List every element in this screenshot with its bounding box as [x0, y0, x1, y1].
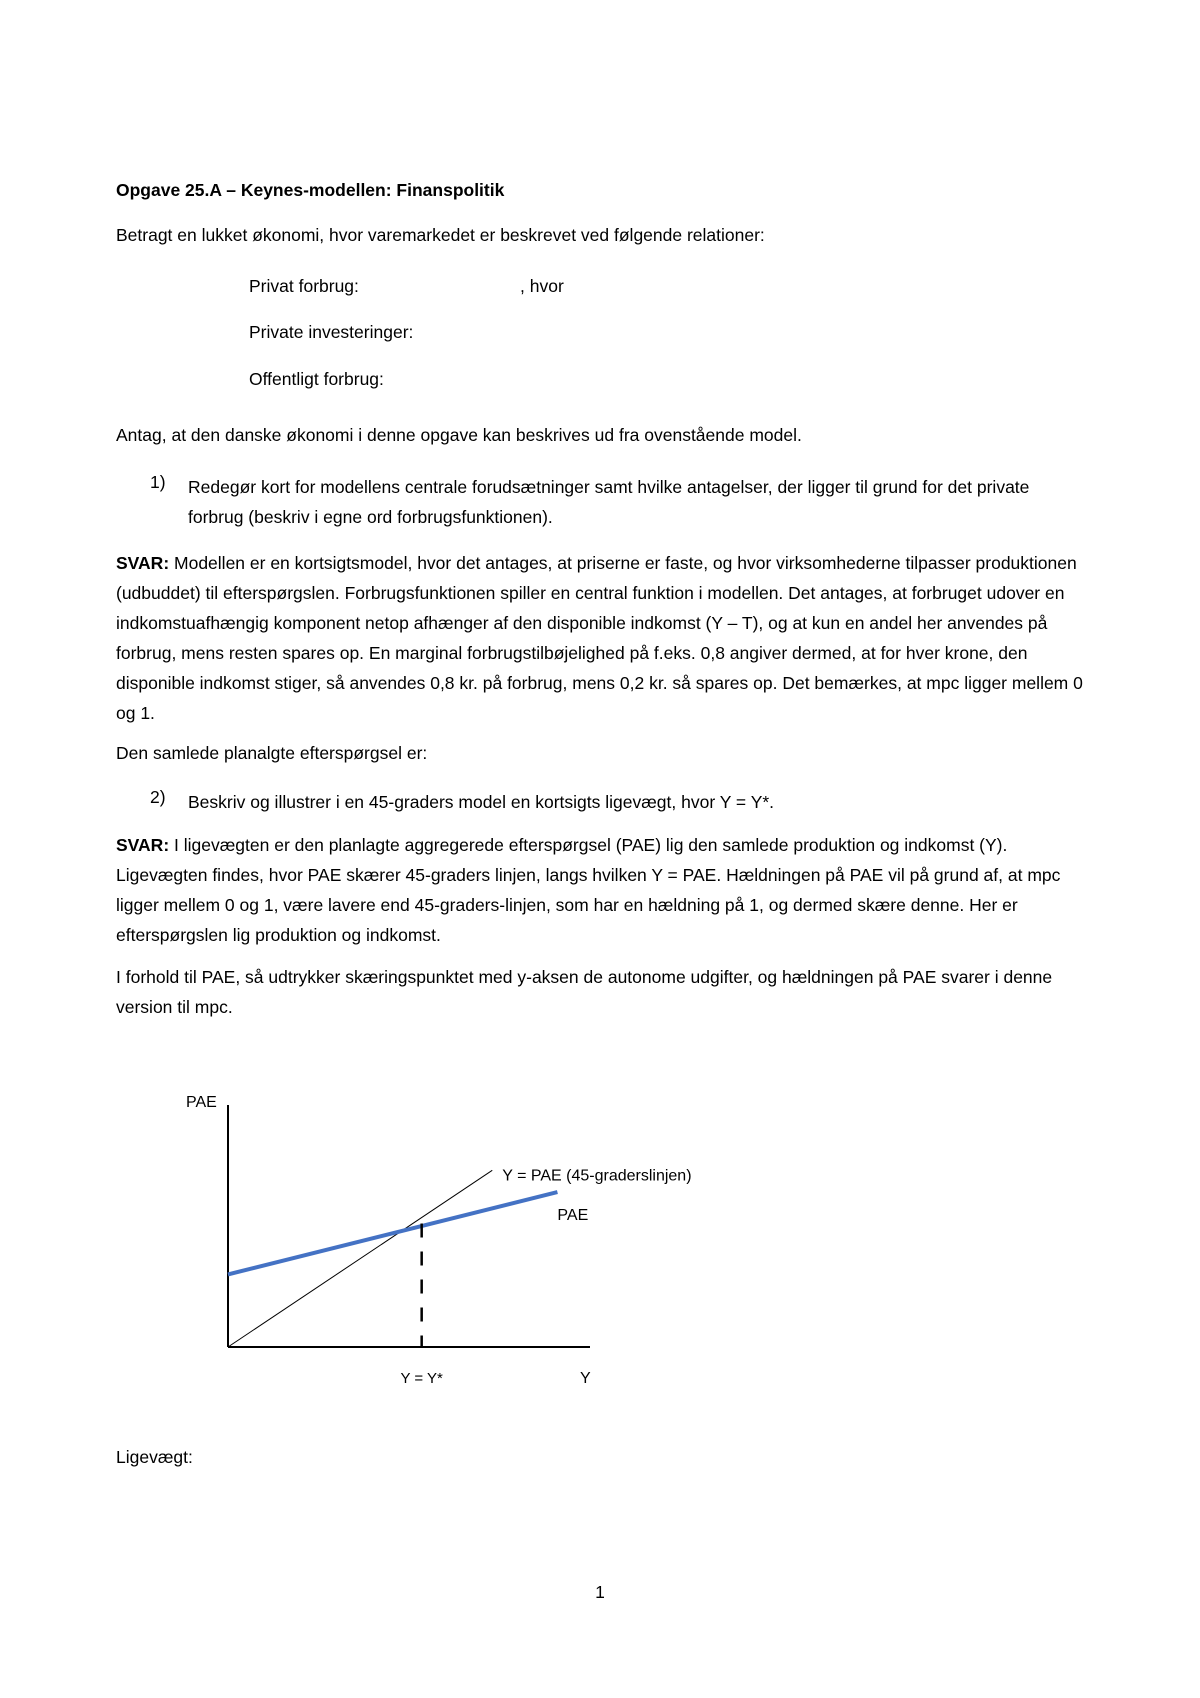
answer-text: Modellen er en kortsigtsmodel, hvor det antages, at priserne er faste, og hvor virksomhederne tilpasser produktionen (udbuddet) til efterspørgslen. Forbrugsfunktionen spiller en central funktion i modellen. Det antages, at forbruget udover en indkomstuafhængig komponent netop afhænger af den disponible indkomst (Y – T), og at kun en andel her anvendes på forbrug, mens resten spares op. En marginal forbrugstilbøjelighed på f.eks. 0,8 angiver dermed, at for hver krone, den disponible indkomst stiger, så anvendes 0,8 kr. på forbrug, mens 0,2 kr. så spares op. Det bemærkes, at mpc ligger mellem 0 og 1. [116, 553, 1083, 723]
relation-public-consumption: Offentligt forbrug: [249, 369, 384, 389]
answer-paragraph [116, 548, 1096, 728]
pae-line [228, 1192, 557, 1274]
answer-label: SVAR: [116, 553, 170, 573]
relation-private-investment: Private investeringer: [249, 322, 414, 342]
y-axis-label: PAE [186, 1094, 217, 1111]
relation-suffix: , hvor [520, 276, 564, 296]
relation-label: Privat forbrug: [249, 276, 359, 296]
assumption-text: Antag, at den danske økonomi i denne opgave kan beskrives ud fra ovenstående model. [116, 425, 802, 445]
relation-private-consumption [249, 276, 564, 297]
question-text: Beskriv og illustrer i en 45-graders model en kortsigts ligevægt, hvor Y = Y*. [188, 792, 775, 812]
keynes-cross-chart [170, 1085, 730, 1405]
pae-label: PAE [557, 1207, 589, 1225]
planned-demand-text: Den samlede planalgte efterspørgsel er: [116, 743, 428, 763]
page-title: Opgave 25.A – Keynes-modellen: Finanspolitik [116, 180, 505, 200]
question-number: 1) [150, 472, 166, 492]
answer-text: I ligevægten er den planlagte aggregerede efterspørgsel (PAE) lig den samlede produktion og indkomst (Y). Ligevægten findes, hvor PAE skærer 45-graders linjen, langs hvilken Y = PAE. Hældningen på PAE vil på grund af, at mpc ligger mellem 0 og 1, være lavere end 45-graders-linjen, som har en hældning på 1, og dermed skære denne. Her er efterspørgslen lig produktion og indkomst. [116, 835, 1061, 945]
question-text: Redegør kort for modellens centrale forudsætninger samt hvilke antagelser, der ligger til grund for det private forbrug (beskriv i egne ord forbrugsfunktionen). [188, 477, 1030, 527]
x-axis-label: Y [580, 1370, 591, 1387]
intro-text: Betragt en lukket økonomi, hvor varemarkedet er beskrevet ved følgende relationer: [116, 225, 765, 245]
equilibrium-text: Ligevægt: [116, 1447, 193, 1467]
question-number: 2) [150, 787, 166, 807]
line-45-degree [228, 1170, 492, 1347]
line-45-label: Y = PAE (45-graderslinjen) [502, 1167, 692, 1185]
relation-text: I forhold til PAE, så udtrykker skæringspunktet med y-aksen de autonome udgifter, og hældningen på PAE svarer i denne version til mpc. [116, 967, 1053, 1017]
answer-label: SVAR: [116, 835, 170, 855]
equilibrium-label: Y = Y* [400, 1370, 443, 1387]
answer-paragraph [116, 830, 1096, 950]
page-number: 1 [595, 1582, 605, 1602]
